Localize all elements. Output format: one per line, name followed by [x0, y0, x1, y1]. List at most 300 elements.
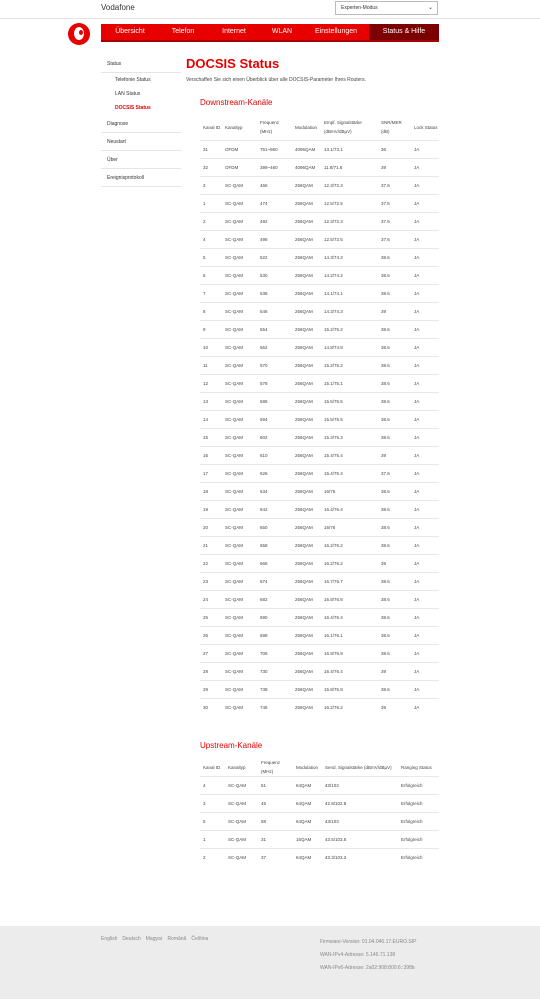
table-cell: 256QAM	[292, 626, 321, 644]
table-cell: 36	[378, 140, 411, 158]
table-cell: 466	[257, 176, 292, 194]
table-cell: 256QAM	[292, 500, 321, 518]
table-cell: 64QAM	[293, 813, 322, 831]
table-cell: Erfolgreich	[398, 831, 439, 849]
table-cell: 256QAM	[292, 572, 321, 590]
table-cell: 64QAM	[293, 795, 322, 813]
table-cell: 37.6	[378, 464, 411, 482]
table-row	[200, 302, 439, 320]
table-cell: 1	[200, 831, 225, 849]
table-cell: SC-QAM	[222, 284, 257, 302]
table-cell: OFDM	[222, 140, 257, 158]
upstream-title: Upstream-Kanäle	[200, 741, 263, 750]
table-row	[200, 680, 439, 698]
column-header: SNR/MER (dB)	[381, 120, 402, 135]
table-cell: 39	[378, 446, 411, 464]
table-cell: 6	[200, 266, 222, 284]
nav-uebersicht[interactable]: Übersicht	[115, 28, 145, 35]
table-cell: 746	[257, 698, 292, 716]
table-cell: JA	[411, 680, 439, 698]
table-cell: 45	[258, 795, 293, 813]
sidebar-item-diagnose[interactable]: Diagnose	[101, 115, 181, 133]
table-row	[200, 500, 439, 518]
footer	[0, 926, 540, 999]
table-cell: JA	[411, 608, 439, 626]
top-bar	[0, 0, 540, 19]
table-cell: JA	[411, 410, 439, 428]
table-cell: 256QAM	[292, 482, 321, 500]
table-cell: 12.5/72.5	[321, 194, 378, 212]
table-row	[200, 176, 439, 194]
table-cell: SC-QAM	[222, 500, 257, 518]
sidebar-item-ueber[interactable]: Über	[101, 151, 181, 169]
table-cell: JA	[411, 194, 439, 212]
table-cell: JA	[411, 644, 439, 662]
table-cell: 1	[200, 194, 222, 212]
table-cell: 17	[200, 464, 222, 482]
table-cell: 256QAM	[292, 230, 321, 248]
table-cell: 482	[257, 212, 292, 230]
table-cell: 16.2/76.2	[321, 698, 378, 716]
column-header: Kanal ID	[203, 764, 221, 770]
column-header: Frequenz (MHz)	[261, 760, 281, 774]
table-row	[200, 536, 439, 554]
table-cell: SC-QAM	[222, 230, 257, 248]
downstream-table	[200, 115, 439, 716]
device-info	[320, 936, 416, 975]
table-cell: 19	[200, 500, 222, 518]
table-cell: 256QAM	[292, 284, 321, 302]
mode-select[interactable]	[335, 1, 438, 15]
table-cell: 256QAM	[292, 410, 321, 428]
table-cell: 578	[257, 374, 292, 392]
table-cell: JA	[411, 392, 439, 410]
table-cell: 39	[378, 302, 411, 320]
table-row	[200, 158, 439, 176]
table-row	[200, 626, 439, 644]
table-cell: 650	[257, 518, 292, 536]
table-row	[200, 320, 439, 338]
table-cell: SC-QAM	[222, 356, 257, 374]
table-cell: JA	[411, 320, 439, 338]
table-cell: SC-QAM	[222, 464, 257, 482]
table-cell: 38.6	[378, 518, 411, 536]
table-cell: 51	[258, 777, 293, 795]
table-cell: 530	[257, 266, 292, 284]
table-cell: SC-QAM	[222, 302, 257, 320]
table-cell: Erfolgreich	[398, 849, 439, 867]
column-header: Kanal ID	[203, 124, 221, 130]
table-cell: SC-QAM	[222, 590, 257, 608]
table-row	[200, 608, 439, 626]
table-cell: 15.5/75.5	[321, 410, 378, 428]
firmware-version: Firmware-Version: 01.04.046.17.EURO.SIP	[320, 939, 417, 945]
table-cell: 610	[257, 446, 292, 464]
table-cell: 15.1/75.1	[321, 374, 378, 392]
table-cell: SC-QAM	[222, 194, 257, 212]
table-row	[200, 392, 439, 410]
table-cell: 32	[200, 158, 222, 176]
table-cell: 14.3/74.3	[321, 302, 378, 320]
table-cell: JA	[411, 284, 439, 302]
table-cell: 22	[200, 554, 222, 572]
table-cell: 24	[200, 590, 222, 608]
table-cell: 43/103	[322, 813, 398, 831]
sidebar-item-status[interactable]: Status	[101, 55, 181, 73]
table-cell: 256QAM	[292, 590, 321, 608]
table-row	[200, 795, 439, 813]
table-cell: 28	[200, 662, 222, 680]
table-row	[200, 338, 439, 356]
table-cell: 31	[200, 140, 222, 158]
table-cell: SC-QAM	[222, 248, 257, 266]
column-header: Frequenz (MHz)	[260, 120, 280, 135]
table-row	[200, 831, 439, 849]
table-cell: 15.3/75.3	[321, 428, 378, 446]
table-cell: JA	[411, 302, 439, 320]
table-cell: 674	[257, 572, 292, 590]
column-header: Ranging Status	[401, 764, 432, 770]
table-cell: 11.8/71.8	[321, 158, 378, 176]
table-cell: 658	[257, 536, 292, 554]
main-nav	[101, 24, 439, 42]
table-row	[200, 428, 439, 446]
table-cell: 13	[200, 392, 222, 410]
table-cell: 730	[257, 662, 292, 680]
table-cell: 256QAM	[292, 428, 321, 446]
table-cell: 38.6	[378, 590, 411, 608]
table-cell: 16.9/76.9	[321, 644, 378, 662]
chevron-down-icon: ⌄	[427, 5, 433, 11]
table-cell: 12.3/72.3	[321, 212, 378, 230]
table-cell: 594	[257, 410, 292, 428]
column-header: Empf. Signalstärke (dBmV/dBµV)	[324, 120, 362, 135]
table-cell: 38.6	[378, 428, 411, 446]
table-cell: 4096QAM	[292, 158, 321, 176]
table-cell: 10	[200, 338, 222, 356]
column-header: Modulation	[295, 124, 318, 130]
table-cell: 38.6	[378, 680, 411, 698]
table-cell: 38.6	[378, 356, 411, 374]
table-cell: 37.6	[378, 194, 411, 212]
table-row	[200, 356, 439, 374]
table-cell: 256QAM	[292, 338, 321, 356]
table-row	[200, 374, 439, 392]
table-cell: JA	[411, 140, 439, 158]
table-row	[200, 813, 439, 831]
table-cell: 256QAM	[292, 392, 321, 410]
sidebar-item-neustart[interactable]: Neustart	[101, 133, 181, 151]
table-row	[200, 248, 439, 266]
table-cell: SC-QAM	[222, 644, 257, 662]
table-cell: SC-QAM	[222, 662, 257, 680]
table-cell: 16	[200, 446, 222, 464]
table-cell: 256QAM	[292, 320, 321, 338]
table-row	[200, 698, 439, 716]
table-cell: 38.6	[378, 482, 411, 500]
table-cell: 38.6	[378, 392, 411, 410]
table-cell: 16.8/76.8	[321, 590, 378, 608]
upstream-header-row	[200, 758, 439, 777]
table-cell: 5	[200, 248, 222, 266]
column-header: Modulation	[296, 764, 319, 770]
nav-internet[interactable]: Internet	[222, 28, 246, 35]
table-cell: 43.3/103.3	[322, 849, 398, 867]
table-cell: 3	[200, 176, 222, 194]
lang-romana[interactable]: Română	[167, 936, 187, 942]
table-cell: 38.6	[378, 536, 411, 554]
table-cell: 64QAM	[293, 849, 322, 867]
lang-magyar[interactable]: Magyar	[145, 936, 163, 942]
table-cell: 256QAM	[292, 446, 321, 464]
table-cell: JA	[411, 230, 439, 248]
table-cell: 38.6	[378, 338, 411, 356]
table-cell: 498	[257, 230, 292, 248]
table-cell: 37.6	[378, 212, 411, 230]
table-cell: 586	[257, 392, 292, 410]
table-cell: 2	[200, 849, 225, 867]
table-cell: 2	[200, 212, 222, 230]
table-row	[200, 590, 439, 608]
table-cell: 21	[200, 536, 222, 554]
table-row	[200, 140, 439, 158]
table-cell: 256QAM	[292, 356, 321, 374]
table-cell: 12	[200, 374, 222, 392]
table-cell: 27	[200, 644, 222, 662]
column-header: Lock Status	[414, 124, 438, 130]
table-cell: SC-QAM	[222, 212, 257, 230]
table-cell: 256QAM	[292, 464, 321, 482]
table-cell: 12.3/72.3	[321, 176, 378, 194]
table-cell: 14.8/74.8	[321, 338, 378, 356]
table-cell: 256QAM	[292, 302, 321, 320]
table-cell: 690	[257, 608, 292, 626]
table-cell: 16.2/76.2	[321, 554, 378, 572]
table-cell: SC-QAM	[222, 176, 257, 194]
table-cell: 4	[200, 230, 222, 248]
table-cell: 38.6	[378, 374, 411, 392]
table-cell: SC-QAM	[225, 777, 258, 795]
table-cell: JA	[411, 482, 439, 500]
table-cell: 256QAM	[292, 662, 321, 680]
table-cell: 16/76	[321, 482, 378, 500]
wan-ipv4-address: WAN-IPv4-Adresse: 5.146.71.138	[320, 952, 396, 958]
vodafone-logo[interactable]	[68, 23, 90, 45]
table-row	[200, 212, 439, 230]
table-cell: 15.8/75.8	[321, 680, 378, 698]
table-cell: 16.4/76.4	[321, 608, 378, 626]
table-cell: 38.6	[378, 248, 411, 266]
table-cell: 16/76	[321, 518, 378, 536]
table-cell: 3	[200, 795, 225, 813]
sidebar-sub-lan-status[interactable]: LAN Status	[115, 91, 141, 97]
table-cell: JA	[411, 590, 439, 608]
table-cell: JA	[411, 158, 439, 176]
table-cell: 8	[200, 302, 222, 320]
table-cell: 666	[257, 554, 292, 572]
column-header: Kanaltyp	[228, 764, 246, 770]
table-cell: 4	[200, 777, 225, 795]
table-cell: 546	[257, 302, 292, 320]
table-cell: 626	[257, 464, 292, 482]
table-cell: OFDM	[222, 158, 257, 176]
table-cell: 38.6	[378, 500, 411, 518]
lang-cestina[interactable]: Čeština	[191, 936, 209, 942]
table-cell: SC-QAM	[222, 338, 257, 356]
table-cell: 16.1/76.1	[321, 626, 378, 644]
table-cell: 29	[200, 680, 222, 698]
table-row	[200, 662, 439, 680]
table-cell: JA	[411, 428, 439, 446]
table-cell: 30	[200, 698, 222, 716]
sidebar-sub-telefonie-status[interactable]: Telefonie Status	[115, 77, 151, 83]
nav-status-hilfe[interactable]: Status & Hilfe	[369, 24, 439, 40]
table-cell: 256QAM	[292, 680, 321, 698]
table-cell: 522	[257, 248, 292, 266]
table-cell: 43/103	[322, 777, 398, 795]
table-cell: 18	[200, 482, 222, 500]
table-cell: 15.2/75.2	[321, 320, 378, 338]
table-cell: 7	[200, 284, 222, 302]
table-row	[200, 572, 439, 590]
table-cell: 751~860	[257, 140, 292, 158]
table-cell: SC-QAM	[222, 572, 257, 590]
table-row	[200, 518, 439, 536]
table-cell: 256QAM	[292, 698, 321, 716]
sidebar-item-ereignisprotokoll[interactable]: Ereignisprotokoll	[101, 169, 181, 187]
table-row	[200, 284, 439, 302]
table-cell: 38.6	[378, 284, 411, 302]
table-cell: 64QAM	[293, 777, 322, 795]
table-cell: 14.1/74.1	[321, 284, 378, 302]
table-cell: 15.5/75.5	[321, 392, 378, 410]
nav-telefon[interactable]: Telefon	[171, 28, 195, 35]
table-cell: 9	[200, 320, 222, 338]
table-cell: JA	[411, 518, 439, 536]
table-cell: 256QAM	[292, 608, 321, 626]
table-cell: 39	[378, 698, 411, 716]
table-cell: 25	[200, 608, 222, 626]
table-cell: SC-QAM	[222, 392, 257, 410]
table-cell: 16.7/76.7	[321, 572, 378, 590]
table-cell: Erfolgreich	[398, 777, 439, 795]
table-cell: JA	[411, 176, 439, 194]
table-row	[200, 849, 439, 867]
table-cell: 256QAM	[292, 248, 321, 266]
table-row	[200, 777, 439, 795]
table-cell: 42.8/102.8	[322, 795, 398, 813]
table-cell: 256QAM	[292, 176, 321, 194]
table-cell: SC-QAM	[225, 795, 258, 813]
downstream-title: Downstream-Kanäle	[200, 98, 273, 107]
language-links	[101, 936, 208, 942]
table-cell: 14	[200, 410, 222, 428]
table-cell: 5	[200, 813, 225, 831]
table-cell: JA	[411, 266, 439, 284]
sidebar-sub-docsis-status[interactable]: DOCSIS Status	[115, 105, 151, 111]
table-cell: SC-QAM	[225, 813, 258, 831]
table-cell: JA	[411, 536, 439, 554]
table-row	[200, 644, 439, 662]
table-cell: 15.2/75.2	[321, 356, 378, 374]
table-cell: 38.6	[378, 626, 411, 644]
table-cell: 642	[257, 500, 292, 518]
table-cell: SC-QAM	[222, 374, 257, 392]
table-cell: 14.2/74.2	[321, 266, 378, 284]
table-cell: SC-QAM	[222, 536, 257, 554]
mode-select-value: Experten-Modus	[341, 5, 378, 11]
table-cell: SC-QAM	[222, 320, 257, 338]
table-cell: 39	[378, 554, 411, 572]
page-description: Verschaffen Sie sich einen Überblick über alle DOCSIS-Parameter Ihres Routers.	[186, 77, 366, 83]
table-cell: SC-QAM	[225, 831, 258, 849]
table-cell: 26	[200, 626, 222, 644]
table-cell: 15.4/75.4	[321, 446, 378, 464]
table-row	[200, 230, 439, 248]
table-cell: JA	[411, 374, 439, 392]
table-cell: JA	[411, 572, 439, 590]
table-cell: SC-QAM	[225, 849, 258, 867]
table-cell: SC-QAM	[222, 698, 257, 716]
table-cell: 37.6	[378, 176, 411, 194]
column-header: Send. Signalstärke (dBmV/dBµV)	[325, 764, 392, 770]
table-cell: 39	[378, 158, 411, 176]
table-cell: SC-QAM	[222, 446, 257, 464]
table-cell: 256QAM	[292, 518, 321, 536]
table-cell: JA	[411, 464, 439, 482]
table-cell: 16.4/76.4	[321, 500, 378, 518]
table-cell: 256QAM	[292, 374, 321, 392]
table-cell: SC-QAM	[222, 518, 257, 536]
table-cell: 634	[257, 482, 292, 500]
table-cell: 11	[200, 356, 222, 374]
table-row	[200, 410, 439, 428]
table-cell: 738	[257, 680, 292, 698]
nav-einstellungen[interactable]: Einstellungen	[314, 28, 358, 35]
table-cell: 4096QAM	[292, 140, 321, 158]
table-cell: SC-QAM	[222, 266, 257, 284]
table-cell: 256QAM	[292, 554, 321, 572]
table-cell: 682	[257, 590, 292, 608]
table-cell: SC-QAM	[222, 554, 257, 572]
sidebar	[101, 55, 181, 187]
table-cell: Erfolgreich	[398, 795, 439, 813]
wan-ipv6-address: WAN-IPv6-Adresse: 2a02:908:800:6::398b	[320, 965, 415, 971]
table-cell: JA	[411, 500, 439, 518]
downstream-header-row	[200, 115, 439, 140]
brand-name: Vodafone	[101, 3, 135, 12]
lang-deutsch[interactable]: Deutsch	[122, 936, 141, 942]
table-cell: 16QAM	[293, 831, 322, 849]
main-content	[186, 55, 439, 860]
table-cell: 31	[258, 831, 293, 849]
nav-wlan[interactable]: WLAN	[271, 28, 293, 35]
table-cell: JA	[411, 212, 439, 230]
table-row	[200, 194, 439, 212]
table-cell: SC-QAM	[222, 680, 257, 698]
table-cell: 38.6	[378, 572, 411, 590]
table-cell: 58	[258, 813, 293, 831]
table-cell: 256QAM	[292, 536, 321, 554]
table-cell: 37.6	[378, 230, 411, 248]
lang-english[interactable]: English	[101, 936, 118, 942]
table-cell: 554	[257, 320, 292, 338]
table-cell: 38.6	[378, 644, 411, 662]
table-cell: 256QAM	[292, 194, 321, 212]
table-row	[200, 554, 439, 572]
table-cell: 14.3/74.3	[321, 248, 378, 266]
table-cell: 602	[257, 428, 292, 446]
